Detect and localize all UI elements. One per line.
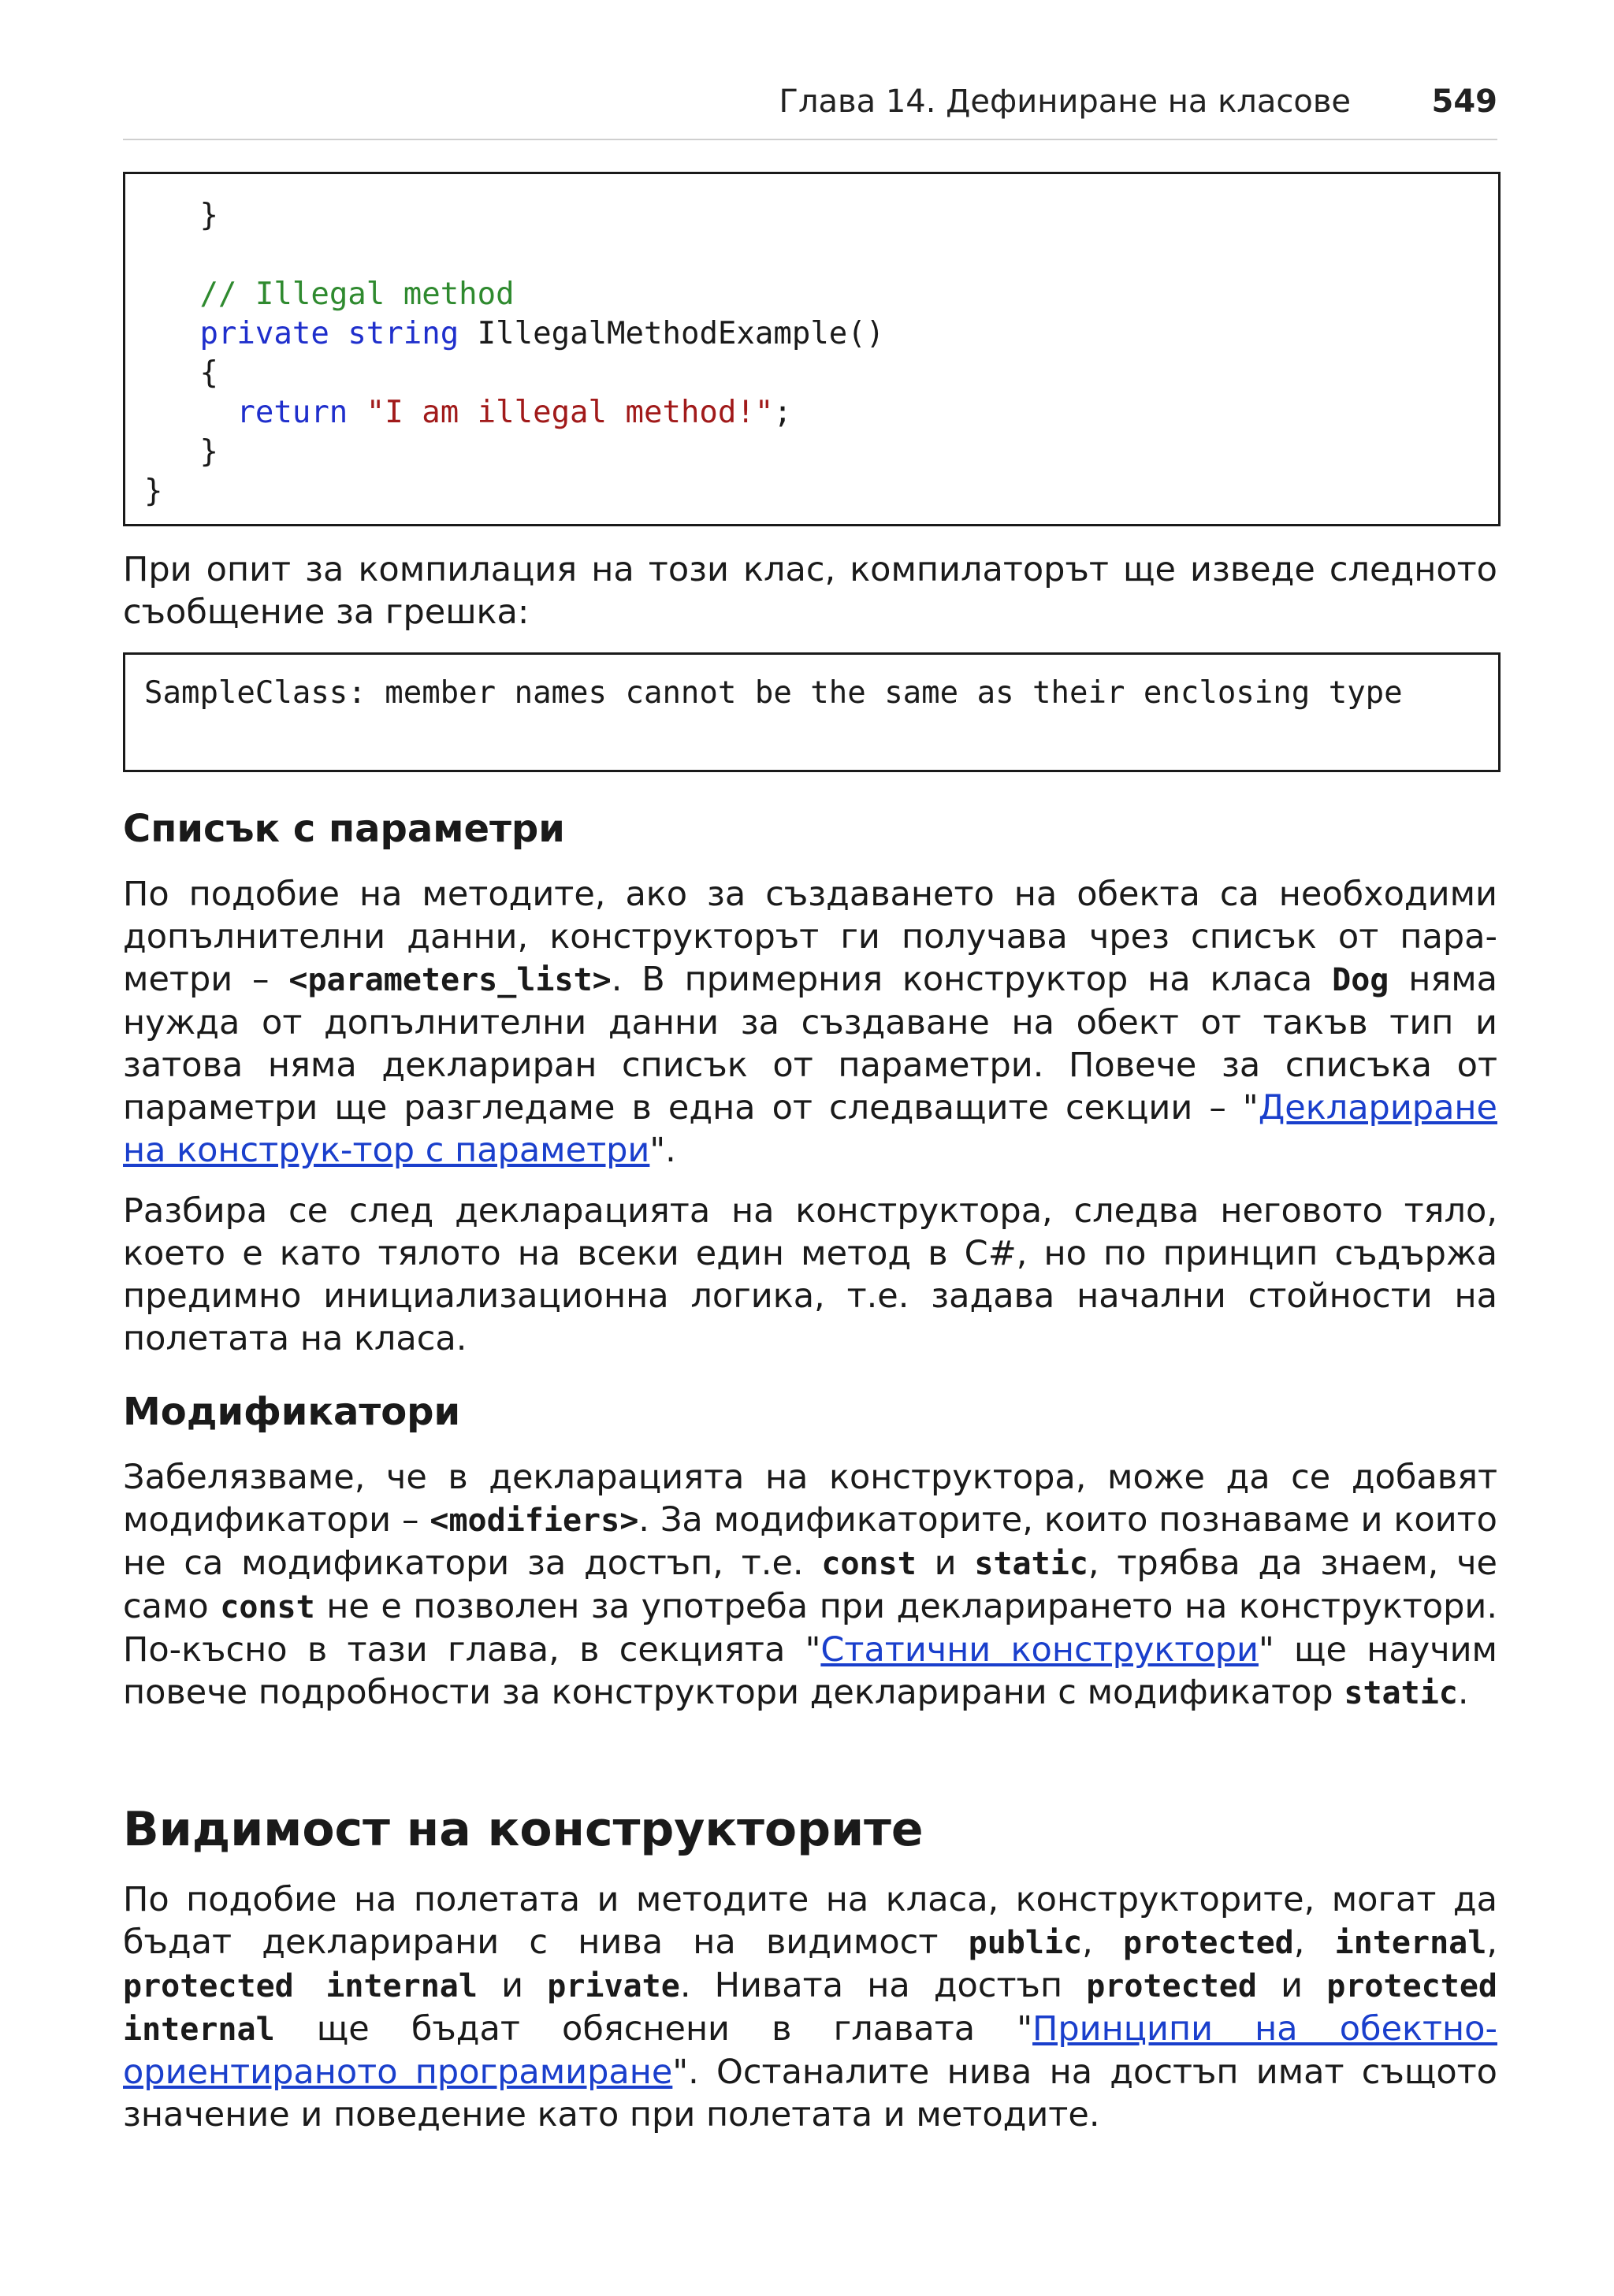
code-line	[144, 237, 162, 273]
paragraph-parameters: По подобие на методите, ако за създаването на обекта са необходими допълнителни данни, конструкторът ги получава чрез списък от пара-метри – <parameters_list>. В примерния конструктор на класа Dog няма нужда от допълнителни данни за създаване на обект от такъв тип и затова няма деклариран списък от параметри. Повече за списъка от параметри ще разгледаме в една от следващите секции – "Деклариране на конструк-тор с параметри".	[123, 875, 1497, 1170]
code-listing	[144, 196, 1498, 511]
error-message: SampleClass: member names cannot be the same as their enclosing type	[144, 675, 1403, 711]
keyword-private: private	[199, 316, 329, 351]
code-internal: internal	[1334, 1925, 1487, 1961]
code-const: const	[821, 1546, 917, 1582]
code-line: }	[144, 474, 163, 509]
paragraph-constructor-body: Разбира се след декларацията на конструктора, следва неговото тяло, което е като тялото на всеки един метод в C#, но по принцип съдържа предимно инициализационна логика, т.е. задава начални стойности на полетата на класа.	[123, 1191, 1497, 1358]
code-line	[144, 277, 515, 312]
paragraph-compile-error: При опит за компилация на този клас, компилаторът ще изведе следното съобщение за грешка:	[123, 550, 1497, 632]
code-protected-internal: protected internal	[123, 1968, 478, 2004]
code-parameters-list: <parameters_list>	[288, 962, 612, 998]
code-comment: // Illegal method	[199, 277, 515, 312]
heading-constructor-visibility: Видимост на конструкторите	[123, 1802, 924, 1857]
code-dog: Dog	[1332, 962, 1389, 998]
code-line: }	[199, 434, 218, 470]
code-static: static	[1344, 1675, 1458, 1711]
heading-modifiers: Модификатори	[123, 1390, 461, 1434]
code-line: private string IllegalMethodExample()	[199, 316, 885, 351]
page-number: 549	[1431, 84, 1497, 120]
paragraph-modifiers: Забелязваме, че в декларацията на конструктора, може да се добавят модификатори – <modifiers>. За модификаторите, които познаваме и които не са модификатори за достъп, т.е. const и static, трябва да знаем, че само const не е позволен за употреба при декларирането на конструктори. По-късно в тази глава, в секцията "Статични конструктори" ще научим повече подробности за конструктори декларирани с модификатор static.	[123, 1458, 1497, 1712]
heading-parameter-list: Списък с параметри	[123, 807, 565, 851]
string-literal: "I am illegal method!"	[366, 395, 774, 430]
code-public: public	[968, 1925, 1083, 1961]
keyword-return: return	[236, 395, 348, 430]
link-constructor-with-parameters[interactable]: Деклариране на конструк-тор с параметри	[123, 1088, 1497, 1170]
code-private: private	[547, 1968, 680, 2004]
code-static: static	[974, 1546, 1088, 1582]
chapter-title: Глава 14. Дефиниране на класове	[779, 84, 1351, 120]
link-static-constructors[interactable]: Статични конструктори	[820, 1630, 1259, 1670]
code-modifiers: <modifiers>	[430, 1503, 639, 1539]
code-block-error-message	[123, 652, 1501, 772]
header-divider	[123, 139, 1497, 140]
code-line: return "I am illegal method!";	[236, 395, 792, 430]
code-line: }	[199, 198, 218, 233]
code-line: {	[199, 355, 218, 391]
link-oop-principles[interactable]: Принципи на обектно-ориентираното програмиране	[123, 2009, 1497, 2092]
code-protected: protected	[1086, 1968, 1257, 2004]
code-const: const	[220, 1589, 315, 1625]
code-block-illegal-method	[123, 172, 1501, 526]
paragraph-visibility: По подобие на полетата и методите на класа, конструкторите, могат да бъдат декларирани с нива на видимост public, protected, internal, protected internal и private. Нивата на достъп protected и protected internal ще бъдат обяснени в главата "Принципи на обектно-ориентираното програмиране". Останалите нива на достъп имат същото значение и поведение като при полетата и методите.	[123, 1880, 1497, 2134]
keyword-string: string	[348, 316, 459, 351]
code-protected: protected	[1123, 1925, 1294, 1961]
code-protected-internal: protected internal	[123, 1968, 1497, 2048]
page-header	[123, 82, 1497, 121]
